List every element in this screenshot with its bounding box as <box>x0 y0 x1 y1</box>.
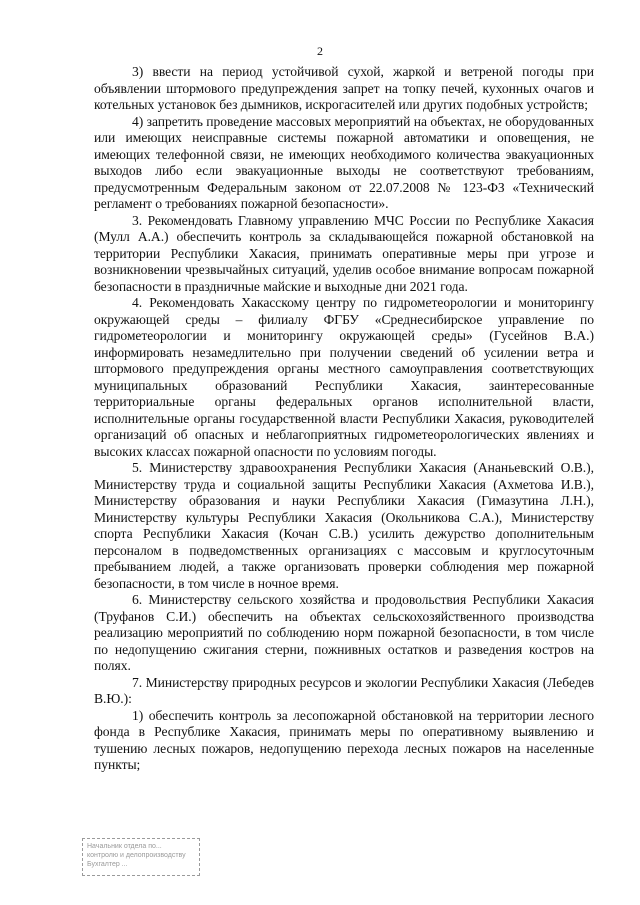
stamp-line: контролю и делопроизводству <box>87 852 186 859</box>
paragraph-section-3: 3. Рекомендовать Главному управлению МЧС России по Республике Хакасия (Мулл А.А.) обеспечить контроль за складывающейся пожарной обстановкой на территории Республики Хакасия, принимать оперативные меры при угрозе и возникновении чрезвычайных ситуаций, уделив особое внимание вопросам пожарной безопасности в праздничные майские и выходные дни 2021 года. <box>94 212 594 294</box>
stamp-line: Бухгалтер ... <box>87 861 128 868</box>
paragraph-item-3: 3) ввести на период устойчивой сухой, жаркой и ветреной погоды при объявлении штормового предупреждения запрет на топку печей, кухонных очагов и котельных установок без дымников, искрогасителей или других подобных устройств; <box>94 64 594 112</box>
paragraph-section-5: 5. Министерству здравоохранения Республики Хакасия (Ананьевский О.В.), Министерству труда и социальной защиты Республики Хакасия (Ахметова И.В.), Министерству образования и науки Республики Хакасия (Гимазутина Л.Н.), Министерству культуры Республики Хакасия (Окольникова С.А.), Министерству спорта Республики Хакасия (Кочан С.В.) усилить дежурство дополнительным персоналом в подведомственных организациях с массовым и круглосуточным пребыванием людей, а также организовать проверки соблюдения мер пожарной безопасности, в том числе в ночное время. <box>94 460 594 591</box>
paragraph-item-4: 4) запретить проведение массовых мероприятий на объектах, не оборудованных или имеющих неисправные системы пожарной автоматики и оповещения, не имеющих телефонной связи, не имеющих необходимого количества эвакуационных выходов либо если эвакуационные выходы не соответствуют требованиям, предусмотренным Федеральным законом от 22.07.2008 № 123-ФЗ «Технический регламент о требованиях пожарной безопасности». <box>94 113 594 211</box>
paragraph-section-6: 6. Министерству сельского хозяйства и продовольствия Республики Хакасия (Труфанов С.И.) обеспечить на объектах сельскохозяйственного производства реализацию мероприятий по соблюдению норм пожарной безопасности, в том числе по недопущению сжигания стерни, пожнивных остатков и разведения костров на полях. <box>94 592 594 673</box>
paragraph-section-7: 7. Министерству природных ресурсов и экологии Республики Хакасия (Лебедев В.Ю.): <box>94 674 594 706</box>
paragraph-section-4: 4. Рекомендовать Хакасскому центру по гидрометеорологии и мониторингу окружающей среды – филиалу ФГБУ «Среднесибирское управление по гидрометеорологии и мониторингу окружающей среды» (Гусейнов В.А.) информировать незамедлительно при получении сведений об усилении ветра и штормового предупреждения органы местного самоуправления соответствующих муниципальных образований Республики Хакасия, заинтересованные территориальные органы федеральных органов исполнительной власти, исполнительные органы государственной власти Республики Хакасия, руководителей организаций об опасных и неблагоприятных гидрометеорологических явлениях и высоких классах пожарной опасности по условиям погоды. <box>94 295 594 459</box>
page-number: 2 <box>317 44 323 58</box>
stamp-line: Начальник отдела по... <box>87 843 162 850</box>
document-body <box>94 64 594 774</box>
approval-stamp <box>82 838 200 876</box>
paragraph-section-7-item-1: 1) обеспечить контроль за лесопожарной обстановкой на территории лесного фонда в Республике Хакасия, принимать меры по оперативному выявлению и тушению лесных пожаров, недопущению перехода лесных пожаров на населенные пункты; <box>94 707 594 772</box>
